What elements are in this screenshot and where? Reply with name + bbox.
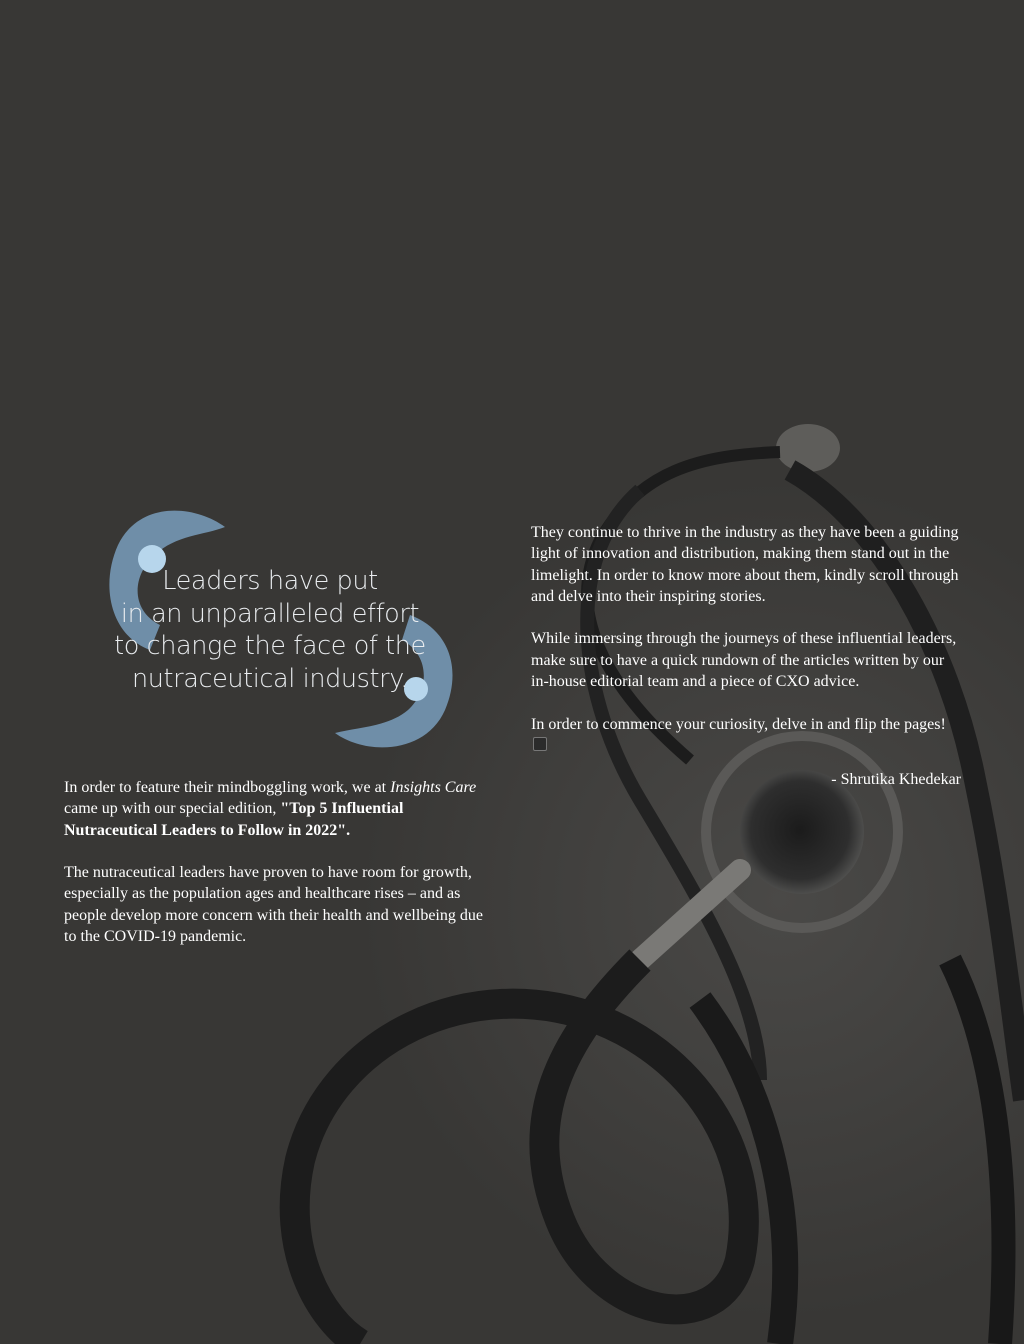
pull-quote-line: to change the face of the	[114, 631, 426, 661]
closing-text: In order to commence your curiosity, delve in and flip the pages!	[531, 715, 946, 733]
thrive-paragraph: They continue to thrive in the industry as they have been a guiding light of innovation and distribution, making them stand out in the limelight. In order to know more about them, kindly scroll through and delve into their inspiring stories.	[531, 524, 959, 605]
pull-quote-line: nutraceutical industry.	[132, 663, 408, 694]
insights-care-logo-icon	[533, 737, 547, 751]
intro-paragraph	[64, 777, 494, 841]
intro-text-continued: came up with our special edition,	[64, 800, 281, 818]
right-column	[531, 522, 961, 812]
edition-title: "Top 5 Influential Nutraceutical Leaders to Follow in 2022".	[64, 800, 404, 839]
left-column	[64, 777, 494, 969]
intro-text: In order to feature their mindboggling work, we at	[64, 779, 391, 796]
closing-paragraph	[531, 714, 961, 757]
pull-quote-text	[90, 565, 450, 695]
publication-name: Insights Care	[390, 779, 477, 796]
pull-quote-line: Leaders have put	[162, 566, 378, 596]
journeys-paragraph: While immersing through the journeys of these influential leaders, make sure to have a quick rundown of the articles written by our in-house editorial team and a piece of CXO advice.	[531, 630, 957, 691]
author-signature: - Shrutika Khedekar	[831, 771, 961, 789]
pull-quote-line: in an unparalleled effort	[120, 598, 420, 629]
pull-quote	[90, 505, 470, 755]
growth-paragraph: The nutraceutical leaders have proven to have room for growth, especially as the population ages and healthcare rises – and as people develop more concern with their health and wellbeing due to the COVID-19 pandemic.	[64, 864, 483, 946]
